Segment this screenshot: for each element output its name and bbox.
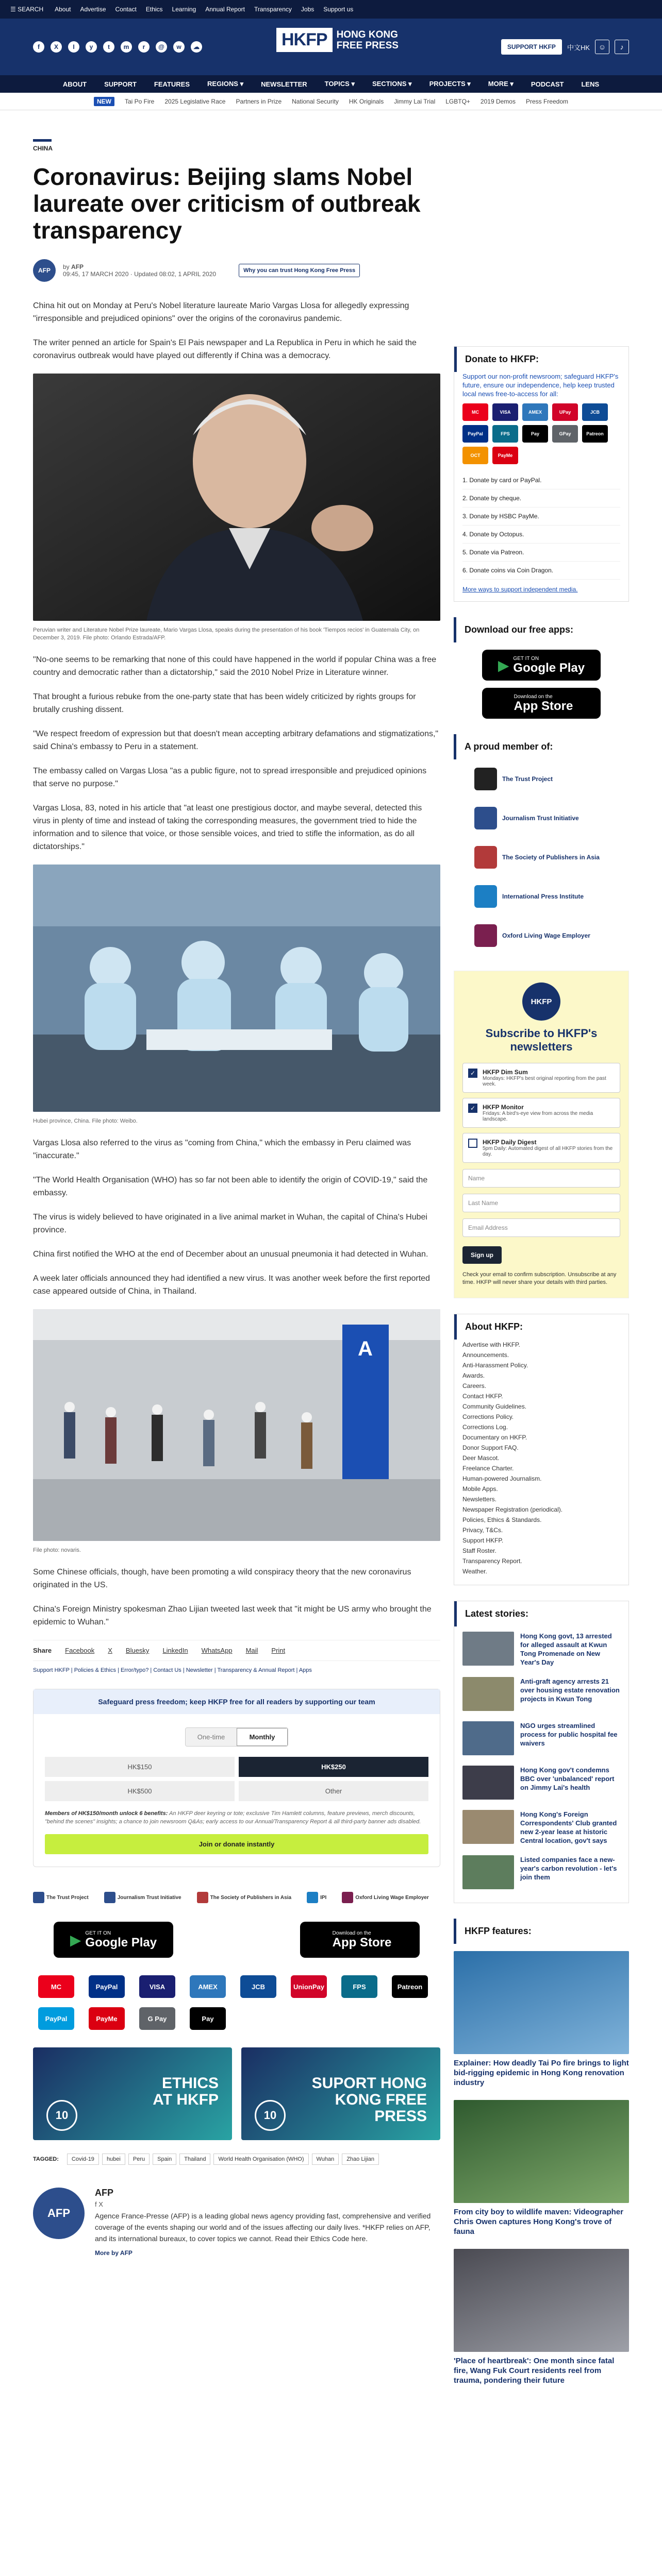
paypal-icon: PayPal <box>462 425 488 443</box>
ticker-item[interactable]: Press Freedom <box>525 97 568 105</box>
social-icons <box>33 41 202 53</box>
author-avatar[interactable]: AFP <box>33 259 56 282</box>
payment-methods <box>33 1970 440 2035</box>
bluesky-icon[interactable]: ☁ <box>191 41 202 53</box>
ticker-item[interactable]: National Security <box>292 97 339 105</box>
about-link[interactable]: Weather. <box>462 1568 487 1575</box>
about-link[interactable]: Mobile Apps. <box>462 1485 498 1493</box>
author-box <box>33 2188 440 2257</box>
topic-ticker <box>0 93 662 110</box>
author-description: Agence France-Presse (AFP) is a leading global news agency providing fast, comprehensive and verified coverage of the events shaping our world and of the issues affecting our daily lives. *HKFP relies on AFP, and its international bureaux, to cover topics we cannot. Read their Ethics Code here. <box>95 2212 431 2243</box>
nav-features[interactable]: FEATURES <box>154 80 190 88</box>
sidebar-latest <box>454 1601 629 1903</box>
feature-story[interactable]: Explainer: How deadly Tai Po fire brings to light bid-rigging epidemic in Hong Kong renovation industry <box>454 1951 629 2088</box>
tag[interactable]: Wuhan <box>312 2154 339 2165</box>
latest-title: Latest stories: <box>454 1601 628 1626</box>
site-header <box>0 19 662 75</box>
amount-option-selected[interactable]: HK$250 <box>239 1757 428 1777</box>
search-button[interactable]: ☰ SEARCH <box>10 6 44 13</box>
payme-icon: PayMe <box>492 447 518 464</box>
article-paragraph: China's Foreign Ministry spokesman Zhao Lijian tweeted last week that "it might be US army who brought the epidemic to Wuhan." <box>33 1605 432 1626</box>
top-utility-bar <box>0 0 662 19</box>
tag[interactable]: hubei <box>102 2154 125 2165</box>
why-trust-button[interactable]: Why you can trust Hong Kong Free Press <box>239 264 360 277</box>
mastodon-icon[interactable]: m <box>121 41 132 53</box>
feature-image <box>454 2100 629 2203</box>
amount-option[interactable]: HK$500 <box>45 1781 235 1801</box>
author-avatar-large[interactable]: AFP <box>33 2188 85 2239</box>
anniversary-badge: 10 <box>46 2100 77 2131</box>
language-switch[interactable]: 中文HK <box>567 43 590 52</box>
feature-image <box>454 2249 629 2352</box>
amex-icon: AMEX <box>190 1975 226 1998</box>
story-thumbnail <box>462 1632 514 1666</box>
paypal-alt-icon: PayPal <box>38 2007 74 2030</box>
about-link[interactable]: Human-powered Journalism. <box>462 1475 542 1482</box>
main-nav <box>0 75 662 93</box>
partner-logos <box>33 1886 440 1909</box>
mastercard-icon: MC <box>462 403 488 421</box>
trust-project-icon <box>474 768 497 790</box>
about-link[interactable]: Freelance Charter. <box>462 1465 514 1472</box>
author-social-icons[interactable]: f X <box>95 2200 103 2208</box>
article-paragraph: Some Chinese officials, though, have been promoting a wild conspiracy theory that the new coronavirus originated in the US. <box>33 1568 411 1589</box>
about-link[interactable]: Deer Mascot. <box>462 1454 500 1462</box>
checkbox-unchecked[interactable] <box>468 1139 477 1148</box>
sidebar-donate <box>454 346 629 602</box>
latest-story[interactable]: Anti-graft agency arrests 21 over housing estate renovation projects in Kwun Tong <box>462 1672 620 1716</box>
tag[interactable]: Thailand <box>179 2154 210 2165</box>
share-whatsapp[interactable]: WhatsApp <box>201 1647 233 1654</box>
google-pay-icon: GPay <box>552 425 578 443</box>
share-bluesky[interactable]: Bluesky <box>125 1647 150 1654</box>
sidebar-donate-title: Donate to HKFP: <box>454 347 628 372</box>
sidebar-features <box>454 1919 629 2385</box>
top-links <box>55 6 353 13</box>
story-thumbnail <box>462 1855 514 1889</box>
sidebar <box>454 346 629 2398</box>
about-link[interactable]: Documentary on HKFP. <box>462 1434 527 1441</box>
ticker-item[interactable]: Jimmy Lai Trial <box>394 97 436 105</box>
google-play-button[interactable]: ▶ GET IT ON Google Play <box>54 1922 173 1958</box>
nav-projects[interactable]: PROJECTS ▾ <box>429 80 471 88</box>
vargas-llosa-photo <box>33 374 440 621</box>
octopus-icon: OCT <box>462 447 488 464</box>
donate-title: Safeguard press freedom; keep HKFP free for all readers by supporting our team <box>34 1689 440 1714</box>
ipi-icon <box>307 1892 318 1903</box>
photo-caption: Hubei province, China. File photo: Weibo. <box>33 1118 138 1124</box>
amex-icon: AMEX <box>522 403 548 421</box>
tag[interactable]: Spain <box>153 2154 176 2165</box>
tag[interactable]: Zhao Lijian <box>342 2154 379 2165</box>
newsletter-signup <box>454 971 629 1298</box>
apps-title: Download our free apps: <box>454 617 629 642</box>
checkbox-checked[interactable]: ✓ <box>468 1104 477 1113</box>
last-name-input[interactable]: Last Name <box>462 1194 620 1212</box>
nav-lens[interactable]: LENS <box>581 80 600 88</box>
apple-pay-icon: Pay <box>190 2007 226 2030</box>
share-x[interactable]: X <box>108 1647 112 1654</box>
member-logo[interactable]: The Trust Project <box>454 759 629 799</box>
partner-logo[interactable]: The Trust Project <box>33 1892 89 1903</box>
latest-story[interactable]: Listed companies face a new-year's carbon revolution - let's join them <box>462 1850 620 1894</box>
member-title: A proud member of: <box>454 734 629 759</box>
tag-list <box>33 2154 440 2165</box>
nav-newsletter[interactable]: NEWSLETTER <box>261 80 307 88</box>
hubei-hospital-photo <box>33 865 440 1112</box>
newsletter-note: Check your email to confirm subscription. Unsubscribe at any time. HKFP will never share your details with third parties. <box>462 1272 617 1285</box>
sidebar-about <box>454 1314 629 1585</box>
nav-about[interactable]: ABOUT <box>62 80 87 88</box>
visa-icon: VISA <box>492 403 518 421</box>
donate-method[interactable]: 1. Donate by card or PayPal. <box>462 471 620 489</box>
about-link[interactable]: Advertise with HKFP. <box>462 1341 520 1348</box>
top-link-jobs[interactable]: Jobs <box>301 6 315 13</box>
about-link[interactable]: Privacy, T&Cs. <box>462 1527 503 1534</box>
donate-method[interactable]: 4. Donate by Octopus. <box>462 526 620 544</box>
about-link[interactable]: Corrections Policy. <box>462 1413 514 1420</box>
article-paragraph: "The World Health Organisation (WHO) has so far not been able to identify the origin of COVID-19," said the embassy. <box>33 1176 428 1197</box>
amount-options <box>45 1757 428 1801</box>
article-paragraph: The virus is widely believed to have originated in a live animal market in Wuhan, the capital of China's Hubei province. <box>33 1213 427 1234</box>
donate-method[interactable]: 6. Donate coins via Coin Dragon. <box>462 562 620 580</box>
first-name-input[interactable]: Name <box>462 1169 620 1188</box>
features-title: HKFP features: <box>454 1919 629 1944</box>
share-facebook[interactable]: Facebook <box>65 1647 95 1654</box>
amount-option[interactable]: HK$150 <box>45 1757 235 1777</box>
newsletter-option[interactable]: ✓ HKFP Monitor Fridays: A bird's-eye view from across the media landscape. <box>462 1098 620 1128</box>
visa-icon: VISA <box>139 1975 175 1998</box>
card-logos <box>462 403 620 464</box>
tagged-label: TAGGED: <box>33 2156 59 2162</box>
nav-topics[interactable]: TOPICS ▾ <box>324 80 355 88</box>
sidebar-apps <box>454 617 629 719</box>
google-play-button[interactable]: ▶ GET IT ON Google Play <box>482 650 601 681</box>
donate-intro[interactable]: Support our non-profit newsroom; safeguard HKFP's future, ensure our independence, help keep trusted local news free-to-access for all: <box>462 372 619 398</box>
article-paragraph: The embassy called on Vargas Llosa "as a public figure, not to spread irresponsible and prejudiced opinions that serve no purpose." <box>33 767 427 788</box>
tag[interactable]: World Health Organisation (WHO) <box>213 2154 308 2165</box>
one-time-option[interactable]: One-time <box>186 1728 237 1746</box>
newsletter-option[interactable]: ✓ HKFP Dim Sum Mondays: HKFP's best original reporting from the past week. <box>462 1063 620 1093</box>
living-wage-icon <box>342 1892 353 1903</box>
feature-story[interactable]: From city boy to wildlife maven: Videographer Chris Owen captures Hong Kong's trove of fauna <box>454 2100 629 2236</box>
rss-icon[interactable]: r <box>138 41 150 53</box>
ticker-item[interactable]: Partners in Prize <box>236 97 282 105</box>
checkbox-checked[interactable]: ✓ <box>468 1069 477 1078</box>
user-icon[interactable]: ☺ <box>595 40 609 54</box>
top-link-annual-report[interactable]: Annual Report <box>205 6 245 13</box>
feature-story[interactable]: 'Place of heartbreak': One month since fatal fire, Wang Fuk Court residents reel from trauma, pondering their future <box>454 2249 629 2385</box>
donate-box <box>33 1689 440 1867</box>
tag[interactable]: Peru <box>128 2154 150 2165</box>
patreon-icon: Patreon <box>582 425 608 443</box>
about-link[interactable]: Support HKFP. <box>462 1537 504 1544</box>
about-link[interactable]: Newsletters. <box>462 1496 497 1503</box>
logo-mark: HKFP <box>276 28 333 52</box>
app-store-buttons <box>33 1922 440 1958</box>
join-donate-button[interactable]: Join or donate instantly <box>45 1834 428 1854</box>
ethics-banner[interactable]: ETHICS AT HKFP 10 <box>33 2047 232 2140</box>
share-bar <box>33 1640 440 1661</box>
article-paragraph: A week later officials announced they had identified a new virus. It was another week before the first reported case appeared outside of China, in Thailand. <box>33 1274 430 1296</box>
newsletter-option[interactable]: HKFP Daily Digest 5pm Daily: Automated digest of all HKFP stories from the day. <box>462 1133 620 1163</box>
story-thumbnail <box>462 1721 514 1755</box>
living-wage-icon <box>474 924 497 947</box>
telegram-icon[interactable]: t <box>103 41 114 53</box>
jcb-icon: JCB <box>582 403 608 421</box>
latest-story[interactable]: Hong Kong's Foreign Correspondents' Club granted new 2-year lease at historic Central location, gov't says <box>462 1805 620 1850</box>
promo-banners <box>33 2047 440 2140</box>
article-title: Coronavirus: Beijing slams Nobel laureate over criticism of outbreak transparency <box>33 163 421 244</box>
member-logo[interactable]: Oxford Living Wage Employer <box>454 916 629 955</box>
more-by-author-link[interactable]: More by AFP <box>95 2249 133 2257</box>
about-title: About HKFP: <box>454 1314 628 1340</box>
fps-icon: FPS <box>492 425 518 443</box>
top-link-transparency[interactable]: Transparency <box>254 6 292 13</box>
donate-method[interactable]: 5. Donate via Patreon. <box>462 544 620 562</box>
partner-logo[interactable]: Journalism Trust Initiative <box>104 1892 181 1903</box>
jcb-icon: JCB <box>240 1975 276 1998</box>
about-link[interactable]: Careers. <box>462 1382 487 1389</box>
svg-text:A: A <box>358 1337 373 1360</box>
article-paragraph: "We respect freedom of expression but that doesn't mean accepting arbitrary defamations and stigmatizations," said China's embassy to Peru in a statement. <box>33 730 439 751</box>
header-actions <box>501 39 629 55</box>
anniversary-badge: 10 <box>255 2100 286 2131</box>
sidebar-memberships <box>454 734 629 955</box>
nav-sections[interactable]: SECTIONS ▾ <box>372 80 412 88</box>
google-play-icon: ▶ <box>498 657 509 673</box>
unionpay-icon: UnionPay <box>291 1975 327 1998</box>
fps-icon: FPS <box>341 1975 377 1998</box>
monthly-option[interactable]: Monthly <box>237 1728 288 1746</box>
donate-methods <box>462 471 620 580</box>
about-link[interactable]: Anti-Harassment Policy. <box>462 1362 528 1369</box>
donate-method[interactable]: 2. Donate by cheque. <box>462 489 620 507</box>
article-dates: 09:45, 17 MARCH 2020 · Updated 08:02, 1 APRIL 2020 <box>63 270 217 278</box>
google-play-icon: ▶ <box>70 1931 81 1948</box>
article-paragraph: China hit out on Monday at Peru's Nobel literature laureate Mario Vargas Llosa for allegedly expressing "irresponsible and prejudiced opinions" over the origins of the coronavirus pandemic. <box>33 301 409 323</box>
about-link[interactable]: Transparency Report. <box>462 1557 522 1565</box>
amount-option[interactable]: Other <box>239 1781 428 1801</box>
logo-text: HONG KONG FREE PRESS <box>336 29 399 51</box>
jti-icon <box>474 807 497 829</box>
app-store-button[interactable]: Download on the App Store <box>300 1922 420 1958</box>
member-logo[interactable]: Journalism Trust Initiative <box>454 799 629 838</box>
about-link[interactable]: Donor Support FAQ. <box>462 1444 519 1451</box>
photo-caption: Peruvian writer and Literature Nobel Prize laureate, Mario Vargas Llosa, speaks during the presentation of his book 'Tiempos recios' in Guatemala City, on December 3, 2019. File photo: Orlando Estrada/AFP. <box>33 627 420 641</box>
app-store-button[interactable]: Download on the App Store <box>482 688 601 719</box>
tag[interactable]: Covid-19 <box>67 2154 99 2165</box>
byline <box>33 259 440 282</box>
about-link[interactable]: Corrections Log. <box>462 1423 508 1431</box>
search-label: SEARCH <box>18 6 44 13</box>
frequency-toggle <box>185 1727 288 1747</box>
youtube-icon[interactable]: y <box>86 41 97 53</box>
ipi-icon <box>474 885 497 908</box>
support-hkfp-button[interactable]: SUPPORT HKFP <box>501 39 562 55</box>
top-link-about[interactable]: About <box>55 6 71 13</box>
site-logo[interactable] <box>276 28 399 52</box>
about-link[interactable]: Newspaper Registration (periodical). <box>462 1506 563 1513</box>
latest-story[interactable]: NGO urges streamlined process for public hospital fee waivers <box>462 1716 620 1760</box>
about-link[interactable]: Announcements. <box>462 1351 509 1359</box>
article-paragraph: That brought a furious rebuke from the one-party state that has been widely criticized by rights groups for brutally crushing dissent. <box>33 692 416 714</box>
article-category[interactable]: CHINA <box>33 139 52 152</box>
trust-project-icon <box>33 1892 44 1903</box>
bell-icon[interactable]: ♪ <box>615 40 629 54</box>
new-badge: NEW <box>94 97 114 106</box>
article-paragraph: "No-one seems to be remarking that none of this could have happened in the world if popular China was a free country and democratic rather than a dictatorship," said the 2010 Nobel Prize in Literature winner. <box>33 655 437 677</box>
mastercard-icon: MC <box>38 1975 74 1998</box>
nav-regions[interactable]: REGIONS ▾ <box>207 80 244 88</box>
payme-icon: PayMe <box>89 2007 125 2030</box>
more-ways-link[interactable]: More ways to support independent media. <box>462 586 578 593</box>
story-thumbnail <box>462 1766 514 1800</box>
support-banner[interactable]: SUPORT HONG KONG FREE PRESS 10 <box>241 2047 440 2140</box>
latest-story[interactable]: Hong Kong govt, 13 arrested for alleged assault at Kwun Tong Promenade on New Year's Day <box>462 1626 620 1672</box>
ticker-item[interactable]: LGBTQ+ <box>445 97 470 105</box>
patreon-icon: Patreon <box>392 1975 428 1998</box>
whatsapp-icon[interactable]: w <box>173 41 185 53</box>
latest-story[interactable]: Hong Kong gov't condemns BBC over 'unbalanced' report on Jimmy Lai's health <box>462 1760 620 1805</box>
ticker-item[interactable]: 2025 Legislative Race <box>164 97 226 105</box>
paypal-icon: PayPal <box>89 1975 125 1998</box>
partner-logo[interactable]: IPI <box>307 1892 326 1903</box>
sopa-icon <box>197 1892 208 1903</box>
about-link[interactable]: Staff Roster. <box>462 1547 496 1554</box>
article-paragraph: China first notified the WHO at the end of December about an unusual pneumonia it had detected in Wuhan. <box>33 1250 428 1259</box>
donate-method[interactable]: 3. Donate by HSBC PayMe. <box>462 507 620 526</box>
article-paragraph: Vargas Llosa, 83, noted in his article that "at least one prestigious doctor, and maybe several, detected this virus in plenty of time and instead of taking the corresponding measures, the government tried to hide the information and to silence that voice, or those sensible voices, and tried to stifle the information, as do all dictatorships." <box>33 804 422 851</box>
x-icon[interactable]: X <box>51 41 62 53</box>
story-thumbnail <box>462 1810 514 1844</box>
partner-logo[interactable]: The Society of Publishers in Asia <box>197 1892 291 1903</box>
article-paragraph: Vargas Llosa also referred to the virus as "coming from China," which the embassy in Peru claimed was "inaccurate." <box>33 1139 411 1160</box>
by-label: by <box>63 263 70 270</box>
member-logo[interactable]: International Press Institute <box>454 877 629 916</box>
feature-image <box>454 1951 629 2054</box>
newsletter-title: Subscribe to HKFP's newsletters <box>485 1027 598 1053</box>
jti-icon <box>104 1892 115 1903</box>
top-link-support[interactable]: Support us <box>323 6 354 13</box>
top-link-contact[interactable]: Contact <box>115 6 137 13</box>
instagram-icon[interactable]: I <box>68 41 79 53</box>
ticker-item[interactable]: HK Originals <box>349 97 384 105</box>
google-pay-icon: G Pay <box>139 2007 175 2030</box>
sopa-icon <box>474 846 497 869</box>
share-print[interactable]: Print <box>271 1647 286 1654</box>
email-input[interactable]: Email Address <box>462 1218 620 1237</box>
article-main <box>33 139 440 2257</box>
article-paragraph: The writer penned an article for Spain's El Pais newspaper and La Republica in Peru in which he said the coronavirus outbreak would have played out differently if China was a democracy. <box>33 338 417 360</box>
about-link[interactable]: Policies, Ethics & Standards. <box>462 1516 542 1523</box>
facebook-icon[interactable]: f <box>33 41 44 53</box>
author-link[interactable]: AFP <box>71 263 84 270</box>
top-link-ethics[interactable]: Ethics <box>145 6 163 13</box>
airport-photo <box>33 1309 440 1541</box>
threads-icon[interactable]: @ <box>156 41 167 53</box>
member-benefits: Members of HK$150/month unlock 6 benefits: An HKFP deer keyring or tote; exclusive Tim Hamlett columns, feature previews, merch discounts, "behind the scenes" insights; a chance to join newsroom Q&As; early access to our Annual/Transparency Report & all third-party banner ads disabled. <box>45 1810 421 1825</box>
story-thumbnail <box>462 1677 514 1711</box>
nav-more[interactable]: MORE ▾ <box>488 80 514 88</box>
about-link[interactable]: Contact HKFP. <box>462 1393 503 1400</box>
top-link-advertise[interactable]: Advertise <box>80 6 106 13</box>
article-footer-links[interactable]: Support HKFP | Policies & Ethics | Error/typo? | Contact Us | Newsletter | Transparency & Annual Report | Apps <box>33 1667 312 1673</box>
ticker-item[interactable]: Tai Po Fire <box>125 97 155 105</box>
about-link[interactable]: Community Guidelines. <box>462 1403 527 1410</box>
about-links <box>454 1340 628 1585</box>
share-mail[interactable]: Mail <box>245 1647 258 1654</box>
photo-caption: File photo: novaris. <box>33 1547 81 1553</box>
partner-logo[interactable]: Oxford Living Wage Employer <box>342 1892 428 1903</box>
author-name[interactable]: AFP <box>95 2188 113 2198</box>
member-logo[interactable]: The Society of Publishers in Asia <box>454 838 629 877</box>
unionpay-icon: UPay <box>552 403 578 421</box>
sign-up-button[interactable]: Sign up <box>462 1246 502 1264</box>
nav-support[interactable]: SUPPORT <box>104 80 137 88</box>
newsletter-logo: HKFP <box>522 982 560 1021</box>
nav-podcast[interactable]: PODCAST <box>531 80 564 88</box>
apple-pay-icon: Pay <box>522 425 548 443</box>
share-label: Share <box>33 1647 52 1654</box>
top-link-learning[interactable]: Learning <box>172 6 196 13</box>
share-linkedin[interactable]: LinkedIn <box>162 1647 188 1654</box>
ticker-item[interactable]: 2019 Demos <box>480 97 516 105</box>
about-link[interactable]: Awards. <box>462 1372 485 1379</box>
